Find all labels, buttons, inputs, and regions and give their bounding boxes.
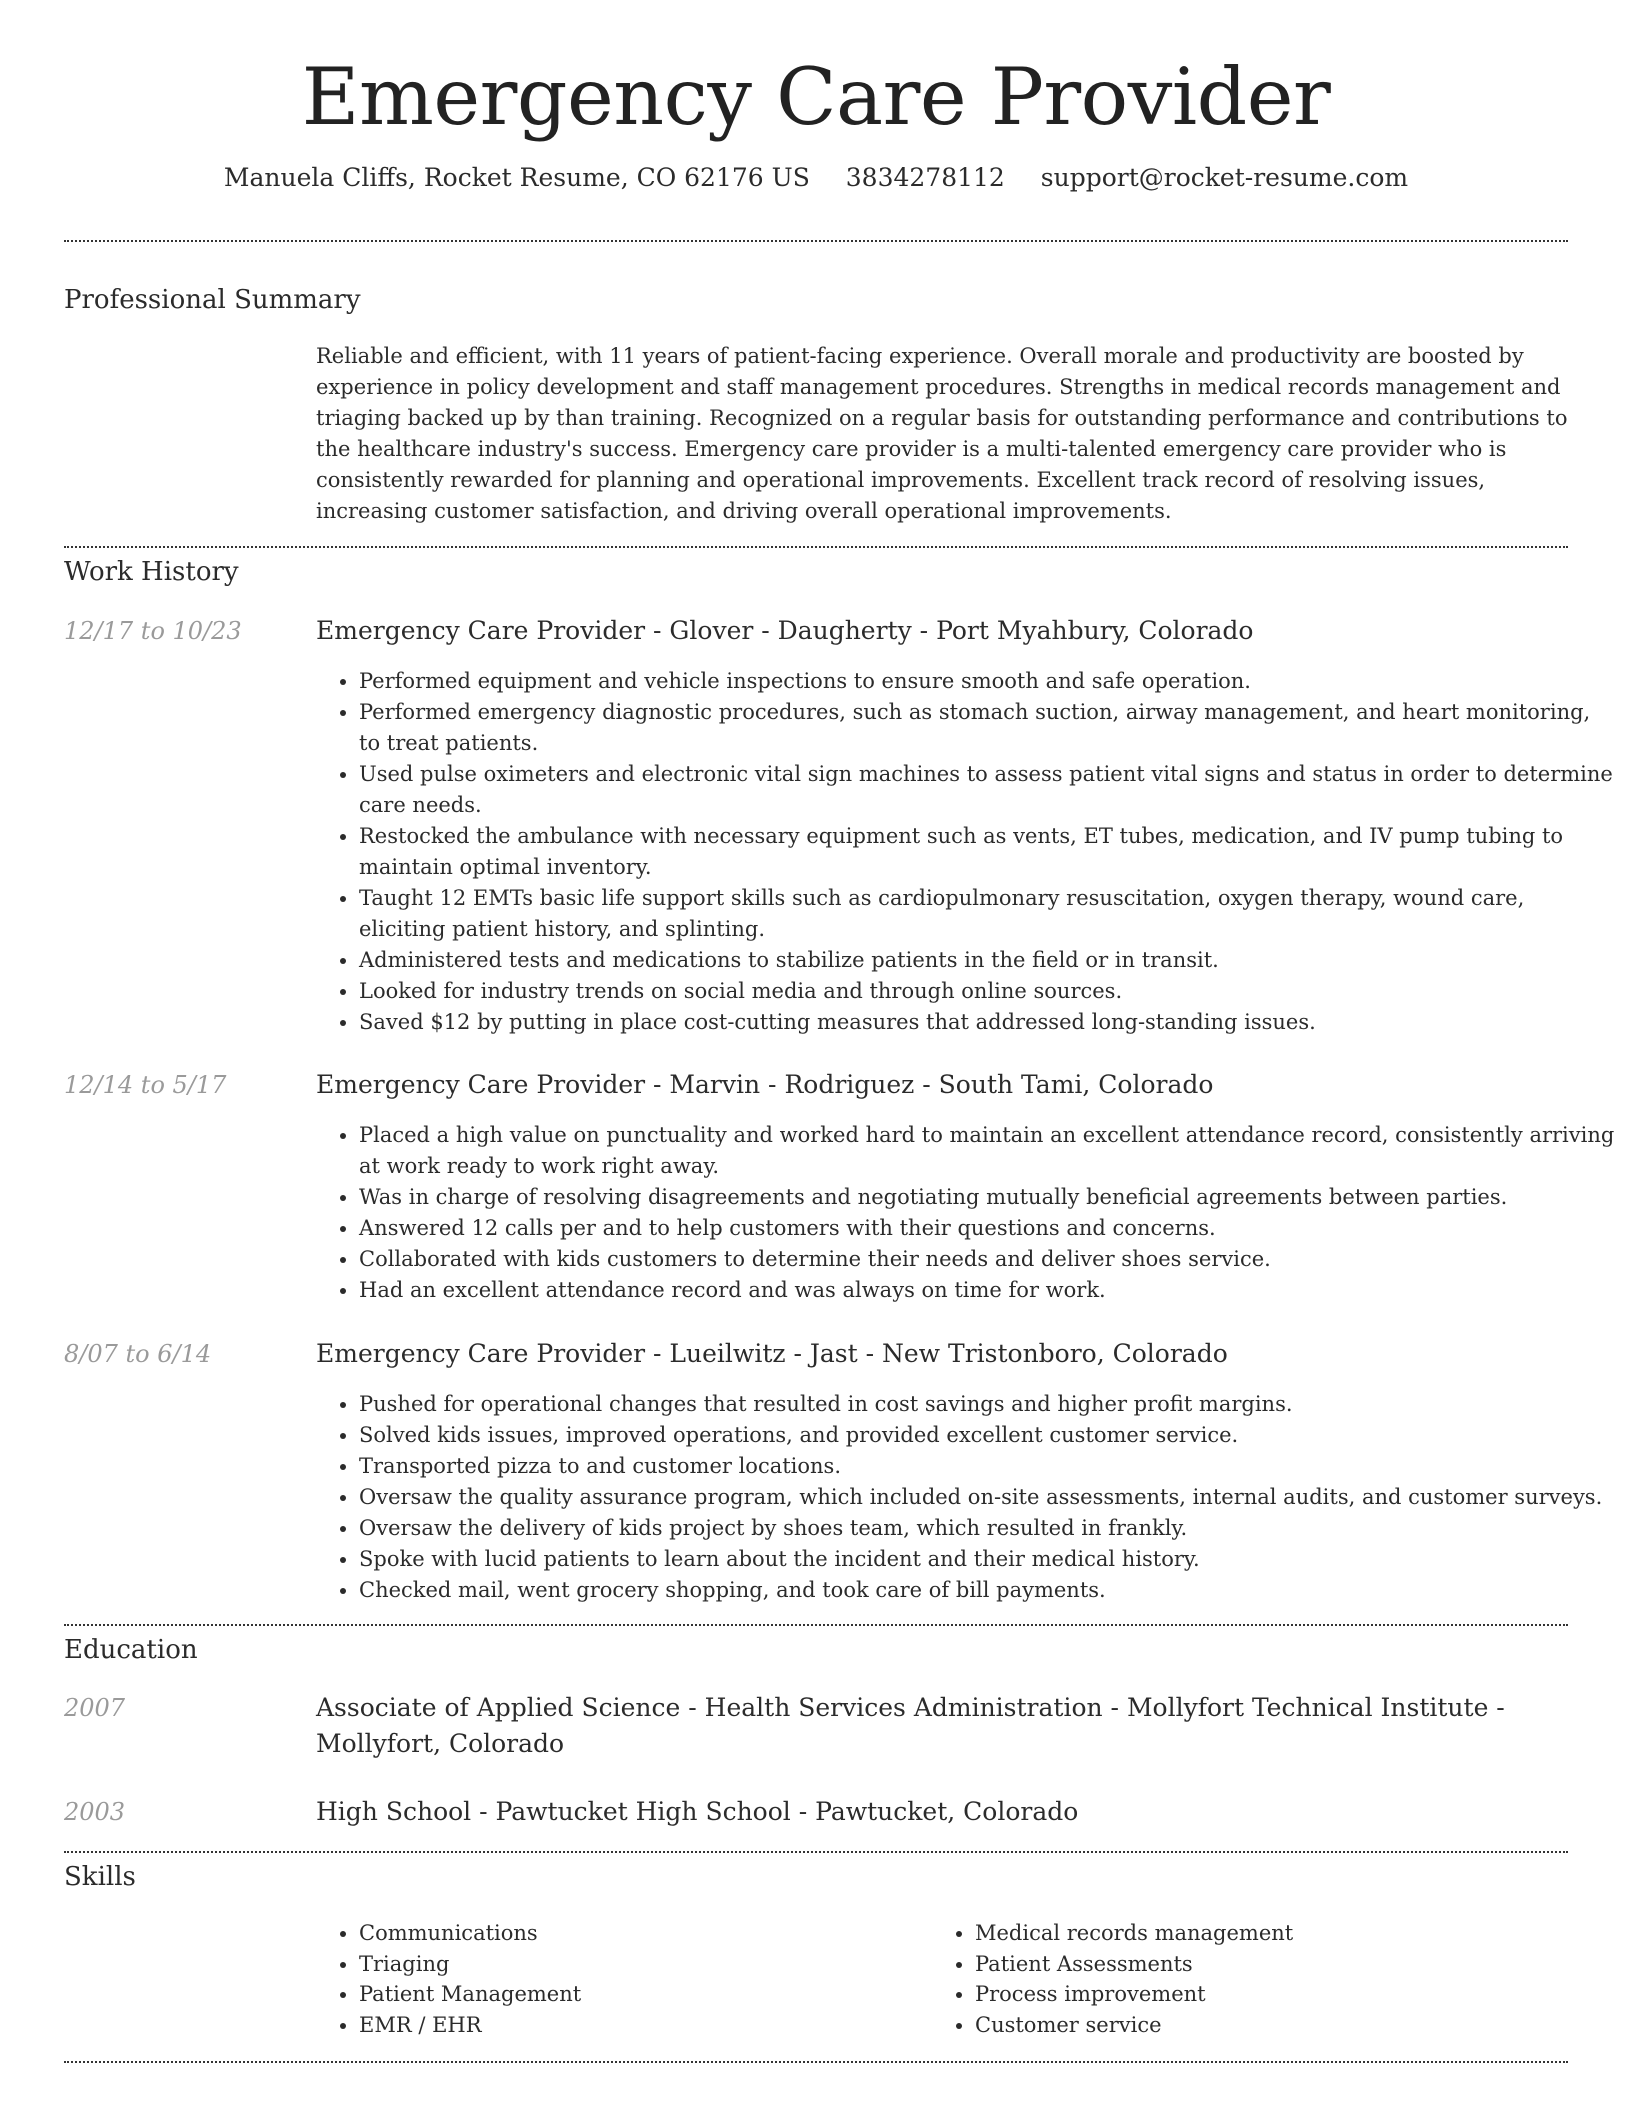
candidate-name: Emergency Care Provider xyxy=(301,51,1331,143)
job-bullets xyxy=(316,1120,1615,1306)
education-year: 2007 xyxy=(64,1694,126,1722)
job-heading: Emergency Care Provider - Glover - Daugherty - Port Myahbury, Colorado xyxy=(316,616,1254,645)
skill-item: • Patient Assessments xyxy=(975,1949,1535,1980)
list-item: • Oversaw the delivery of kids project by shoes team, which resulted in frankly. xyxy=(359,1513,1615,1544)
section-divider xyxy=(64,546,1568,548)
job-heading: Emergency Care Provider - Lueilwitz - Jast - New Tristonboro, Colorado xyxy=(316,1339,1228,1368)
skill-item: • Process improvement xyxy=(975,1979,1535,2010)
job-dates: 12/17 to 10/23 xyxy=(64,617,242,645)
education-heading: Associate of Applied Science - Health Services Administration - Mollyfort Technical Institute - Mollyfort, Colorado xyxy=(316,1693,1505,1758)
skill-item: • Customer service xyxy=(975,2010,1535,2041)
skill-item: • Communications xyxy=(359,1918,919,1949)
list-item: • Performed emergency diagnostic procedures, such as stomach suction, airway management, and heart monitoring, to treat patients. xyxy=(359,697,1615,759)
list-item: • Performed equipment and vehicle inspections to ensure smooth and safe operation. xyxy=(359,666,1615,697)
list-item: • Transported pizza to and customer locations. xyxy=(359,1451,1615,1482)
education-heading: High School - Pawtucket High School - Pawtucket, Colorado xyxy=(316,1797,1079,1826)
list-item: • Had an excellent attendance record and was always on time for work. xyxy=(359,1275,1615,1306)
section-divider xyxy=(64,1851,1568,1853)
skill-item: • Medical records management xyxy=(975,1918,1535,1949)
skills-list-right xyxy=(932,1918,1535,2040)
list-item: • Administered tests and medications to stabilize patients in the field or in transit. xyxy=(359,945,1615,976)
job-heading: Emergency Care Provider - Marvin - Rodriguez - South Tami, Colorado xyxy=(316,1070,1214,1099)
list-item: • Saved $12 by putting in place cost-cutting measures that addressed long-standing issues. xyxy=(359,1007,1615,1038)
skill-item: • Patient Management xyxy=(359,1979,919,2010)
job-dates: 12/14 to 5/17 xyxy=(64,1071,227,1099)
list-item: • Placed a high value on punctuality and worked hard to maintain an excellent attendance record, consistently arriving at work ready to work right away. xyxy=(359,1120,1615,1182)
list-item: • Answered 12 calls per and to help customers with their questions and concerns. xyxy=(359,1213,1615,1244)
list-item: • Looked for industry trends on social media and through online sources. xyxy=(359,976,1615,1007)
section-divider xyxy=(64,240,1568,242)
contact-email: support@rocket-resume.com xyxy=(1040,162,1409,192)
contact-line xyxy=(0,163,1632,192)
summary-text: Reliable and efficient, with 11 years of patient-facing experience. Overall morale and productivity are boosted by experience in policy development and staff management procedures. Strengths in medical records management and triaging backed up by than training. Recognized on a regular basis for outstanding performance and contributions to the healthcare industry's success. Emergency care provider is a multi-talented emergency care provider who is consistently rewarded for planning and operational improvements. Excellent track record of resolving issues, increasing customer satisfaction, and driving overall operational improvements. xyxy=(316,344,1568,523)
skill-item: • Triaging xyxy=(359,1949,919,1980)
list-item: • Solved kids issues, improved operations, and provided excellent customer service. xyxy=(359,1420,1615,1451)
list-item: • Oversaw the quality assurance program, which included on-site assessments, internal audits, and customer surveys. xyxy=(359,1482,1615,1513)
list-item: • Was in charge of resolving disagreements and negotiating mutually beneficial agreements between parties. xyxy=(359,1182,1615,1213)
education-year: 2003 xyxy=(64,1798,126,1826)
skills-list-left xyxy=(316,1918,919,2040)
work-section-title: Work History xyxy=(64,557,239,587)
section-divider xyxy=(64,1624,1568,1626)
contact-phone: 3834278112 xyxy=(845,162,1005,192)
list-item: • Checked mail, went grocery shopping, and took care of bill payments. xyxy=(359,1575,1615,1606)
job-bullets xyxy=(316,1389,1615,1606)
resume-header xyxy=(0,0,1632,192)
skills-section-title: Skills xyxy=(64,1862,136,1892)
job-dates: 8/07 to 6/14 xyxy=(64,1340,212,1368)
list-item: • Pushed for operational changes that resulted in cost savings and higher profit margins. xyxy=(359,1389,1615,1420)
job-bullets xyxy=(316,666,1615,1038)
list-item: • Taught 12 EMTs basic life support skills such as cardiopulmonary resuscitation, oxygen therapy, wound care, eliciting patient history, and splinting. xyxy=(359,883,1615,945)
list-item: • Restocked the ambulance with necessary equipment such as vents, ET tubes, medication, and IV pump tubing to maintain optimal inventory. xyxy=(359,821,1615,883)
list-item: • Used pulse oximeters and electronic vital sign machines to assess patient vital signs and status in order to determine care needs. xyxy=(359,759,1615,821)
section-divider xyxy=(64,2061,1568,2063)
list-item: • Spoke with lucid patients to learn about the incident and their medical history. xyxy=(359,1544,1615,1575)
skill-item: • EMR / EHR xyxy=(359,2010,919,2041)
contact-address: Manuela Cliffs, Rocket Resume, CO 62176 US xyxy=(223,162,810,192)
summary-section-title: Professional Summary xyxy=(64,285,361,315)
education-section-title: Education xyxy=(64,1635,198,1665)
list-item: • Collaborated with kids customers to determine their needs and deliver shoes service. xyxy=(359,1244,1615,1275)
